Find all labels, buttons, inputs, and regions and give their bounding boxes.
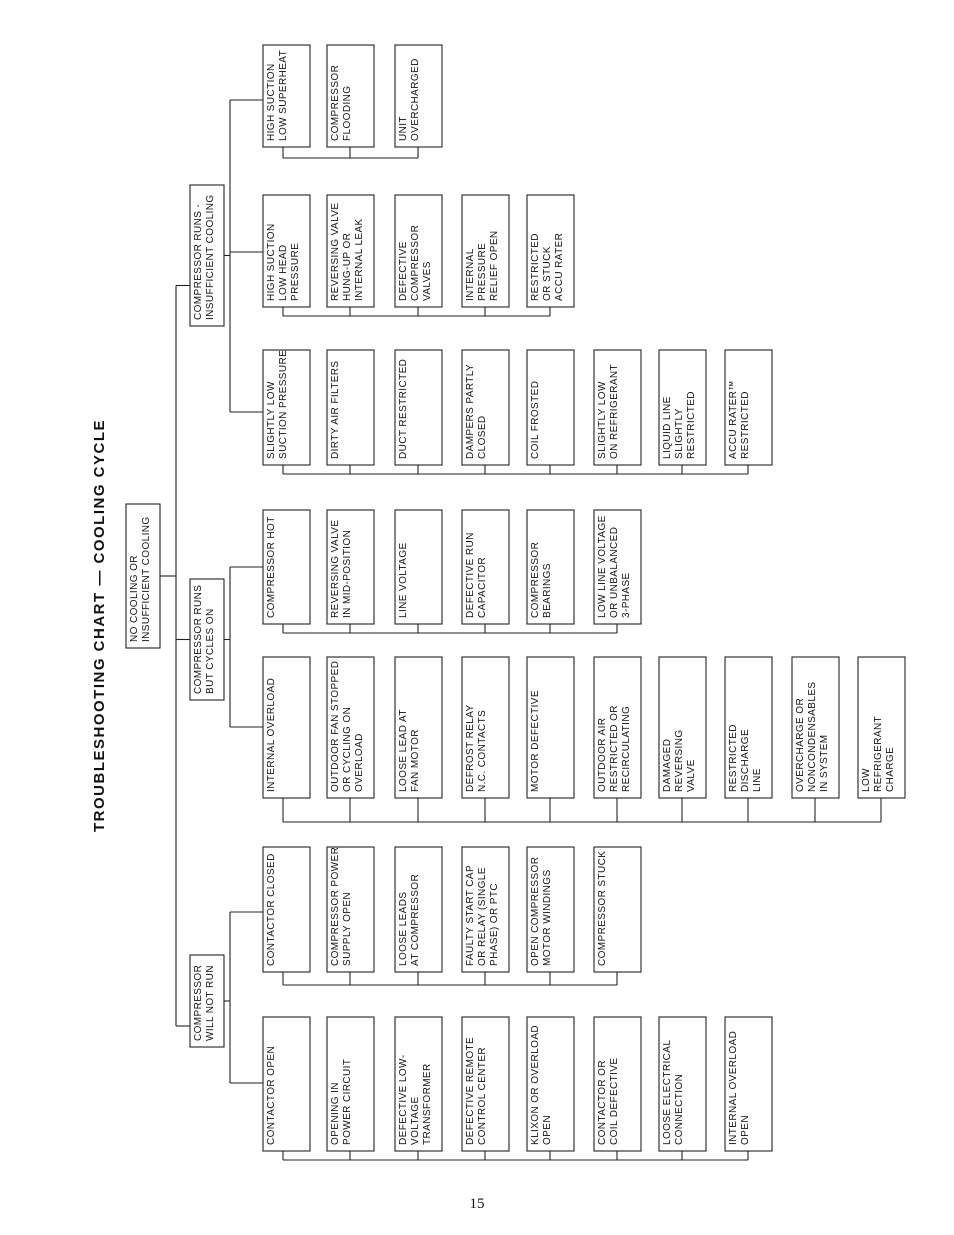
cause-box-cycles-on-0-0-line: COMPRESSOR HOT <box>266 516 277 618</box>
cause-box-insufficient-2-7 <box>725 350 772 465</box>
cause-box-will-not-run-1-6 <box>659 1017 706 1151</box>
cause-box-insufficient-2-1-line: DIRTY AIR FILTERS <box>330 360 341 459</box>
cause-box-insufficient-1-1-line: INTERNAL LEAK <box>354 218 365 301</box>
cause-box-will-not-run-0-5 <box>594 847 641 972</box>
cause-box-will-not-run-0-4 <box>527 847 574 972</box>
cause-box-will-not-run-1-2-line: DEFECTIVE LOW- <box>398 1054 409 1145</box>
cause-box-cycles-on-1-8-line: OVERCHARGE OR <box>795 697 806 792</box>
cause-box-insufficient-1-2-line: COMPRESSOR <box>410 224 421 301</box>
cause-box-cycles-on-1-7-line: LINE <box>752 768 763 792</box>
root-box-line: NO COOLING OR <box>129 555 140 642</box>
branch-box-will-not-run <box>190 955 224 1047</box>
cause-box-insufficient-1-0 <box>263 195 310 307</box>
cause-box-will-not-run-1-1-line: POWER CIRCUIT <box>342 1058 353 1145</box>
cause-box-cycles-on-1-9-line: LOW <box>861 768 872 792</box>
cause-box-insufficient-1-4-line: OR STUCK <box>542 246 553 301</box>
cause-box-will-not-run-1-5-line: CONTACTOR OR <box>597 1060 608 1145</box>
cause-box-will-not-run-1-7-line: INTERNAL OVERLOAD <box>728 1030 739 1145</box>
cause-box-insufficient-2-5-line: SLIGHTLY LOW <box>597 381 608 459</box>
cause-box-insufficient-1-3-line: INTERNAL <box>465 248 476 301</box>
cause-box-insufficient-2-2-line: DUCT RESTRICTED <box>398 358 409 459</box>
cause-box-insufficient-2-3-line: CLOSED <box>477 415 488 459</box>
cause-box-insufficient-0-1 <box>327 45 374 147</box>
cause-box-insufficient-0-1-line: FLOODING <box>342 85 353 141</box>
cause-box-insufficient-1-0-line: PRESSURE <box>290 242 301 301</box>
branch-box-insufficient-line: INSUFFICIENT COOLING <box>205 194 216 320</box>
cause-box-will-not-run-1-3 <box>462 1017 509 1151</box>
cause-box-cycles-on-0-1-line: REVERSING VALVE <box>330 519 341 618</box>
cause-box-will-not-run-0-3-line: OR RELAY (SINGLE <box>477 867 488 966</box>
cause-box-insufficient-1-2-line: DEFECTIVE <box>398 241 409 301</box>
cause-box-cycles-on-1-4-line: MOTOR DEFECTIVE <box>530 690 541 792</box>
cause-box-cycles-on-1-8-line: IN SYSTEM <box>819 734 830 792</box>
cause-box-insufficient-2-4-line: COIL FROSTED <box>530 380 541 459</box>
cause-box-will-not-run-0-1-line: SUPPLY OPEN <box>342 891 353 966</box>
cause-box-cycles-on-0-0 <box>263 510 310 624</box>
cause-box-cycles-on-1-0-line: INTERNAL OVERLOAD <box>266 677 277 792</box>
cause-box-cycles-on-0-2-line: LINE VOLTAGE <box>398 542 409 618</box>
cause-box-insufficient-0-2-line: UNIT <box>398 116 409 141</box>
cause-box-insufficient-1-4 <box>527 195 574 307</box>
cause-box-will-not-run-0-3-line: FAULTY START CAP <box>465 864 476 966</box>
cause-box-insufficient-2-5-line: ON REFRIGERANT <box>609 363 620 459</box>
cause-box-cycles-on-0-3 <box>462 510 509 624</box>
branch-box-insufficient <box>190 185 224 326</box>
branch-box-cycles-on-line: BUT CYCLES ON <box>205 608 216 694</box>
cause-box-cycles-on-1-3 <box>462 657 509 798</box>
cause-box-insufficient-2-7-line: ACCU RATER™ <box>728 380 739 459</box>
cause-box-cycles-on-1-2 <box>395 657 442 798</box>
cause-box-cycles-on-0-3-line: CAPACITOR <box>477 556 488 618</box>
cause-box-will-not-run-0-3 <box>462 847 509 972</box>
branch-box-will-not-run-line: COMPRESSOR <box>193 964 204 1041</box>
cause-box-cycles-on-0-2 <box>395 510 442 624</box>
cause-box-insufficient-2-6-line: RESTRICTED <box>686 391 697 459</box>
cause-box-insufficient-1-2 <box>395 195 442 307</box>
cause-box-will-not-run-1-1 <box>327 1017 374 1151</box>
cause-box-cycles-on-1-4 <box>527 657 574 798</box>
cause-box-will-not-run-1-3-line: CONTROL CENTER <box>477 1046 488 1145</box>
cause-box-insufficient-2-0 <box>263 350 310 465</box>
cause-box-will-not-run-0-0-line: CONTACTOR CLOSED <box>266 853 277 966</box>
cause-box-insufficient-2-6-line: SLIGHTLY <box>674 408 685 459</box>
cause-box-cycles-on-1-1-line: OVERLOAD <box>354 733 365 792</box>
cause-box-insufficient-2-2 <box>395 350 442 465</box>
cause-box-insufficient-1-0-line: LOW HEAD <box>278 244 289 301</box>
cause-box-cycles-on-0-4-line: COMPRESSOR <box>530 541 541 618</box>
cause-box-will-not-run-1-4-line: OPEN <box>542 1115 553 1145</box>
cause-box-cycles-on-1-5-line: OUTDOOR AIR <box>597 717 608 792</box>
cause-box-will-not-run-1-1-line: OPENING IN <box>330 1082 341 1145</box>
cause-box-will-not-run-1-2-line: TRANSFORMER <box>422 1063 433 1145</box>
cause-box-will-not-run-1-0-line: CONTACTOR OPEN <box>266 1045 277 1145</box>
cause-box-insufficient-1-3-line: RELIEF OPEN <box>489 230 500 301</box>
cause-box-will-not-run-1-7-line: OPEN <box>740 1115 751 1145</box>
cause-box-cycles-on-0-5-line: LOW LINE VOLTAGE <box>597 515 608 618</box>
cause-box-will-not-run-0-5-line: COMPRESSOR STUCK <box>597 850 608 966</box>
page-number: 15 <box>469 1196 485 1212</box>
cause-box-cycles-on-1-0 <box>263 657 310 798</box>
cause-box-insufficient-2-6 <box>659 350 706 465</box>
cause-box-insufficient-2-3 <box>462 350 509 465</box>
cause-box-will-not-run-1-4-line: KLIXON OR OVERLOAD <box>530 1024 541 1145</box>
cause-box-insufficient-2-3-line: DAMPERS PARTLY <box>465 363 476 459</box>
cause-box-cycles-on-1-5-line: RESTRICTED OR <box>609 705 620 792</box>
root-box-line: INSUFFICIENT COOLING <box>141 516 152 642</box>
branch-box-insufficient-line: COMPRESSOR RUNS - <box>193 203 204 320</box>
cause-box-cycles-on-1-3-line: DEFROST RELAY <box>465 704 476 792</box>
cause-box-insufficient-1-3-line: PRESSURE <box>477 242 488 301</box>
cause-box-cycles-on-0-4 <box>527 510 574 624</box>
cause-box-cycles-on-1-2-line: LOOSE LEAD AT <box>398 709 409 792</box>
cause-box-cycles-on-1-9-line: REFRIGERANT <box>873 715 884 792</box>
cause-box-insufficient-2-5 <box>594 350 641 465</box>
cause-box-will-not-run-1-6-line: LOOSE ELECTRICAL <box>662 1039 673 1145</box>
cause-box-insufficient-0-0-line: LOW SUPERHEAT <box>278 49 289 141</box>
cause-box-insufficient-1-1-line: REVERSING VALVE <box>330 202 341 301</box>
cause-box-insufficient-0-0-line: HIGH SUCTION <box>266 63 277 141</box>
cause-box-insufficient-1-3 <box>462 195 509 307</box>
cause-box-will-not-run-1-5 <box>594 1017 641 1151</box>
cause-box-will-not-run-1-7 <box>725 1017 772 1151</box>
cause-box-insufficient-2-6-line: LIQUID LINE <box>662 396 673 459</box>
cause-box-will-not-run-1-0 <box>263 1017 310 1151</box>
cause-box-cycles-on-0-4-line: BEARINGS <box>542 563 553 618</box>
cause-box-will-not-run-1-2 <box>395 1017 442 1151</box>
cause-box-cycles-on-0-5-line: OR UNBALANCED <box>609 526 620 618</box>
cause-box-will-not-run-0-4-line: MOTOR WINDINGS <box>542 869 553 966</box>
cause-box-insufficient-0-2 <box>395 45 442 147</box>
cause-box-cycles-on-1-8-line: NONCONDENSABLES <box>807 681 818 792</box>
cause-box-cycles-on-0-5-line: 3-PHASE <box>621 572 632 618</box>
cause-box-will-not-run-0-3-line: PHASE) OR PTC <box>489 883 500 966</box>
cause-box-insufficient-1-4-line: ACCU RATER <box>554 232 565 301</box>
cause-box-insufficient-2-0-line: SUCTION PRESSURE <box>278 349 289 459</box>
cause-box-cycles-on-1-7-line: DISCHARGE <box>740 728 751 792</box>
cause-box-cycles-on-1-1-line: OUTDOOR FAN STOPPED <box>330 660 341 792</box>
cause-box-cycles-on-0-1 <box>327 510 374 624</box>
cause-box-will-not-run-0-2-line: LOOSE LEADS <box>398 891 409 966</box>
cause-box-insufficient-2-0-line: SLIGHTLY LOW <box>266 381 277 459</box>
cause-box-insufficient-1-0-line: HIGH SUCTION <box>266 223 277 301</box>
branch-box-cycles-on-line: COMPRESSOR RUNS <box>193 584 204 694</box>
cause-box-insufficient-1-4-line: RESTRICTED <box>530 233 541 301</box>
cause-box-will-not-run-0-4-line: OPEN COMPRESSOR <box>530 856 541 966</box>
cause-box-will-not-run-0-0 <box>263 847 310 972</box>
cause-box-cycles-on-0-5 <box>594 510 641 624</box>
cause-box-cycles-on-1-3-line: N.C. CONTACTS <box>477 709 488 792</box>
branch-box-cycles-on <box>190 579 224 700</box>
cause-box-will-not-run-0-1 <box>327 847 374 972</box>
cause-box-cycles-on-0-1-line: IN MID-POSITION <box>342 529 353 618</box>
cause-box-insufficient-0-1-line: COMPRESSOR <box>330 64 341 141</box>
cause-box-cycles-on-1-5 <box>594 657 641 798</box>
cause-box-cycles-on-1-5-line: RECIRCULATING <box>621 705 632 792</box>
cause-box-will-not-run-1-5-line: COIL DEFECTIVE <box>609 1057 620 1145</box>
cause-box-cycles-on-1-6 <box>659 657 706 798</box>
cause-box-insufficient-0-2-line: OVERCHARGED <box>410 58 421 141</box>
cause-box-insufficient-1-1-line: HUNG-UP OR <box>342 232 353 301</box>
cause-box-cycles-on-1-6-line: DAMAGED <box>662 738 673 792</box>
cause-box-insufficient-1-2-line: VALVES <box>422 261 433 301</box>
chart-title: TROUBLESHOOTING CHART — COOLING CYCLE <box>91 419 108 832</box>
cause-box-insufficient-2-1 <box>327 350 374 465</box>
cause-box-will-not-run-1-4 <box>527 1017 574 1151</box>
cause-box-cycles-on-1-7-line: RESTRICTED <box>728 724 739 792</box>
cause-box-cycles-on-0-3-line: DEFECTIVE RUN <box>465 532 476 618</box>
cause-box-cycles-on-1-6-line: VALVE <box>686 759 697 792</box>
cause-box-cycles-on-1-6-line: REVERSING <box>674 729 685 792</box>
cause-box-cycles-on-1-1 <box>327 657 374 798</box>
cause-box-will-not-run-1-3-line: DEFECTIVE REMOTE <box>465 1036 476 1145</box>
cause-box-insufficient-1-1 <box>327 195 374 307</box>
cause-box-cycles-on-1-9-line: CHARGE <box>885 746 896 792</box>
cause-box-will-not-run-1-6-line: CONNECTION <box>674 1073 685 1145</box>
cause-box-insufficient-0-0 <box>263 45 310 147</box>
cause-box-will-not-run-0-1-line: COMPRESSOR POWER <box>330 846 341 966</box>
branch-box-will-not-run-line: WILL NOT RUN <box>205 965 216 1041</box>
cause-box-cycles-on-1-7 <box>725 657 772 798</box>
cause-box-cycles-on-1-2-line: FAN MOTOR <box>410 729 421 792</box>
cause-box-cycles-on-1-8 <box>792 657 839 798</box>
cause-box-insufficient-2-7-line: RESTRICTED <box>740 391 751 459</box>
cause-box-will-not-run-1-2-line: VOLTAGE <box>410 1096 421 1145</box>
cause-box-cycles-on-1-9 <box>858 657 905 798</box>
cause-box-cycles-on-1-1-line: OR CYCLING ON <box>342 706 353 792</box>
cause-box-will-not-run-0-2-line: AT COMPRESSOR <box>410 873 421 966</box>
cause-box-will-not-run-0-2 <box>395 847 442 972</box>
root-box <box>126 504 160 648</box>
cause-box-insufficient-2-4 <box>527 350 574 465</box>
